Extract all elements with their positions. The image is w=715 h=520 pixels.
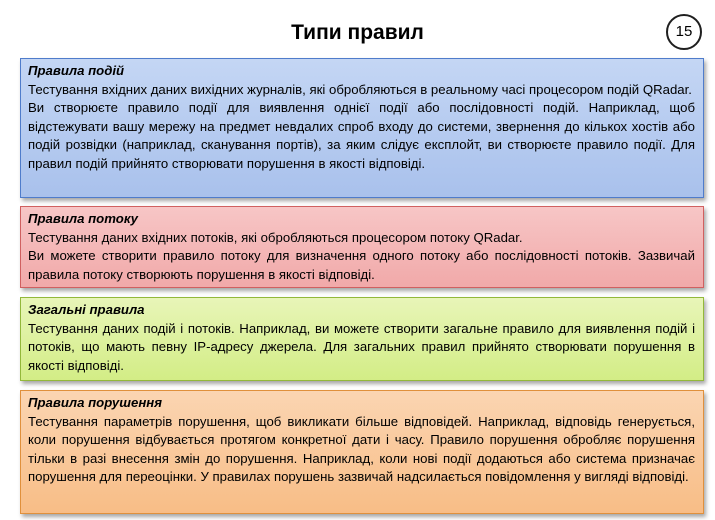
offense-rules-paragraph-1: Тестування параметрів порушення, щоб викликати більше відповідей. Наприклад, відповідь генерується, коли порушення відбувається протягом конкретної дати і часу. Правило порушення обробляє порушення тільки в разі внесення змін до порушення. Наприклад, коли нові події додаються або система призначає порушення для переоцінки. У правилах порушень зазвичай надсилається повідомлення у вигляді відповіді. — [28, 413, 695, 485]
event-rules-paragraph-2: Ви створюєте правило події для виявлення однієї події або послідовності подій. Наприклад, щоб відстежувати вашу мережу на предмет невдалих спроб входу до системи, звернення до кількох хостів або подій розвідки (наприклад, сканування портів), за яким слідує експлойт, ви створюєте правило події. Для правил подій прийнято створювати порушення в якості відповіді. — [28, 100, 695, 171]
event-rules-heading: Правила подій — [28, 63, 125, 78]
slide-title: Типи правил — [291, 21, 424, 44]
flow-rules-heading: Правила потоку — [28, 211, 138, 226]
offense-rules-heading: Правила порушення — [28, 395, 163, 410]
page-number-badge: 15 — [666, 14, 702, 50]
common-rules-box — [20, 297, 704, 381]
flow-rules-paragraph-2: Ви можете створити правило потоку для визначення одного потоку або послідовності потоків. Зазвичай правила потоку створюють порушення в якості відповіді. — [28, 248, 695, 282]
flow-rules-paragraph-1: Тестування даних вхідних потоків, які обробляються процесором потоку QRadar. — [28, 229, 523, 245]
common-rules-paragraph-1: Тестування даних подій і потоків. Наприклад, ви можете створити загальне правило для виявлення подій і потоків, що мають певну IP-адресу джерела. Для загальних правил прийнято створювати порушення в якості відповіді. — [28, 320, 695, 373]
flow-rules-box — [20, 206, 704, 288]
event-rules-box — [20, 58, 704, 198]
common-rules-heading: Загальні правила — [28, 302, 145, 317]
offense-rules-box — [20, 390, 704, 514]
event-rules-paragraph-1: Тестування вхідних даних вихідних журналів, які обробляються в реальному часі процесором подій QRadar. — [28, 81, 692, 97]
